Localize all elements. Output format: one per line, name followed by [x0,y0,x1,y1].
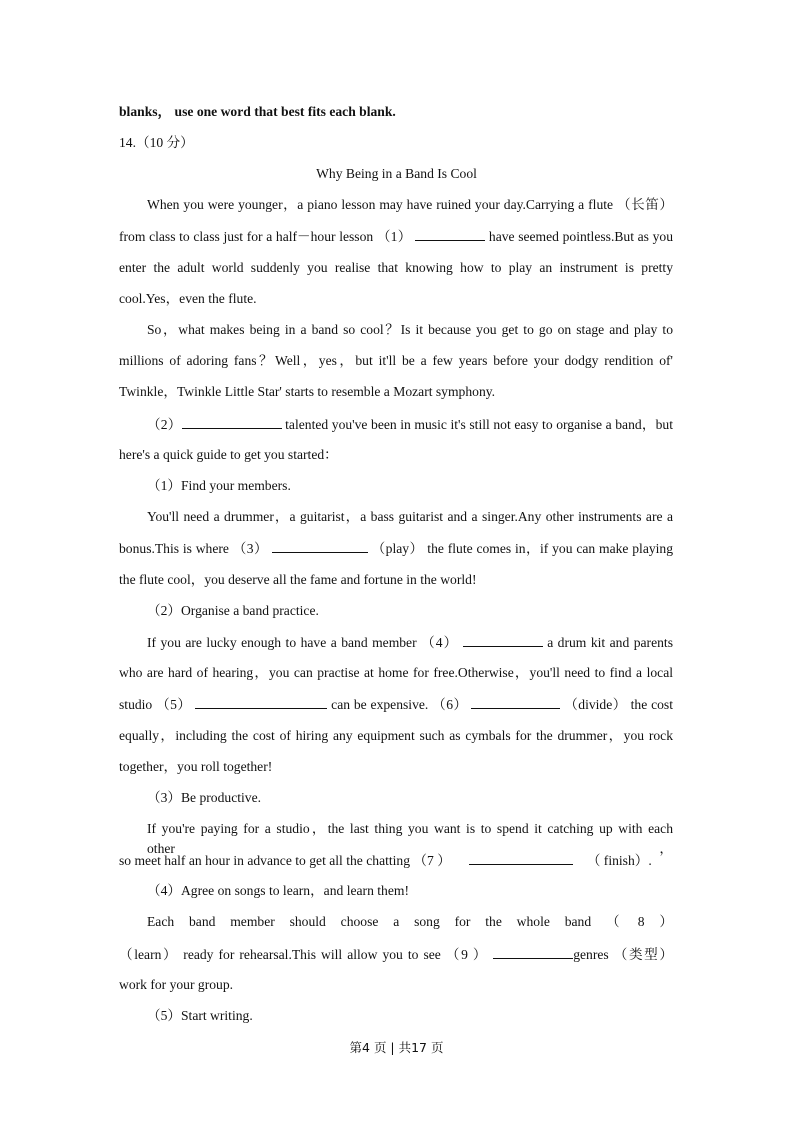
text: （learn） ready for rehearsal.This will allow you to see （9 ） [119,947,489,962]
passage-line: equally，including the cost of hiring any equipment such as cymbals for the drummer，you rock [119,728,673,743]
passage-line: millions of adoring fans？Well，yes，but it'll be a few years before your dodgy rendition of' [119,353,673,368]
text: studio （5） [119,697,192,712]
text: （play） the flute comes in，if you can make playing [371,541,674,556]
passage-line: enter the adult world suddenly you realise that knowing how to play an instrument is pretty [119,260,673,275]
text: from class to class just for a half－hour lesson （1） [119,229,412,244]
section-heading: （5）Start writing. [147,1008,253,1023]
text: genres （类型） [573,947,673,962]
section-heading: （1）Find your members. [147,478,291,493]
passage-line: together，you roll together! [119,759,273,774]
passage-line: You'll need a drummer，a guitarist，a bass guitarist and a singer.Any other instruments are a [147,509,673,524]
section-heading: （2）Organise a band practice. [147,603,319,618]
blank-3[interactable] [272,538,368,553]
text: If you are lucky enough to have a band member （4） [147,635,459,650]
passage-line [147,632,673,652]
passage-line [119,944,673,964]
passage-line: When you were younger，a piano lesson may have ruined your day.Carrying a flute （长笛） [147,197,673,212]
passage-line [119,538,673,558]
passage-line: Twinkle，Twinkle Little Star' starts to resemble a Mozart symphony. [119,384,496,399]
blank-4[interactable] [463,632,543,647]
text: bonus.This is where （3） [119,541,268,556]
text: talented you've been in music it's still not easy to organise a band，but [285,417,674,432]
blank-6[interactable] [471,694,560,709]
passage-line: cool.Yes，even the flute. [119,291,257,306]
passage-line [147,414,673,434]
passage-line: If you're paying for a studio，the last thing you want is to spend it catching up with each other， [147,821,673,856]
passage-line [119,694,673,714]
blank-2[interactable] [182,414,282,429]
passage-line: who are hard of hearing，you can practise at home for free.Otherwise，you'll need to find a local [119,665,673,680]
text: （divide） the cost [564,697,673,712]
text: so meet half an hour in advance to get all the chatting （7 ） [119,853,451,868]
text: （2） [147,417,182,432]
passage-line: So，what makes being in a band so cool？Is it because you get to go on stage and play to [147,322,673,337]
passage-title: Why Being in a Band Is Cool [316,166,477,181]
instruction: blanks， use one word that best fits each blank. [119,104,396,119]
section-heading: （3）Be productive. [147,790,262,805]
blank-7[interactable] [469,850,573,865]
page-footer: 第4 页 | 共17 页 [349,1040,444,1055]
blank-9[interactable] [493,944,573,959]
blank-5[interactable] [195,694,327,709]
passage-line [119,226,673,246]
passage-line [119,850,673,870]
text: have seemed pointless.But as you [488,229,673,244]
blank-1[interactable] [415,226,485,241]
text: a drum kit and parents [547,635,673,650]
passage-line: here's a quick guide to get you started： [119,447,338,462]
passage-line: work for your group. [119,977,234,992]
text: can be expensive. （6） [331,697,468,712]
passage-line: the flute cool，you deserve all the fame and fortune in the world! [119,572,477,587]
section-heading: （4）Agree on songs to learn，and learn them! [147,883,409,898]
text: （ finish）. [586,853,652,868]
question-number: 14.（10 分） [119,135,194,150]
passage-line: Each band member should choose a song for the whole band （ 8 ） [147,914,673,929]
